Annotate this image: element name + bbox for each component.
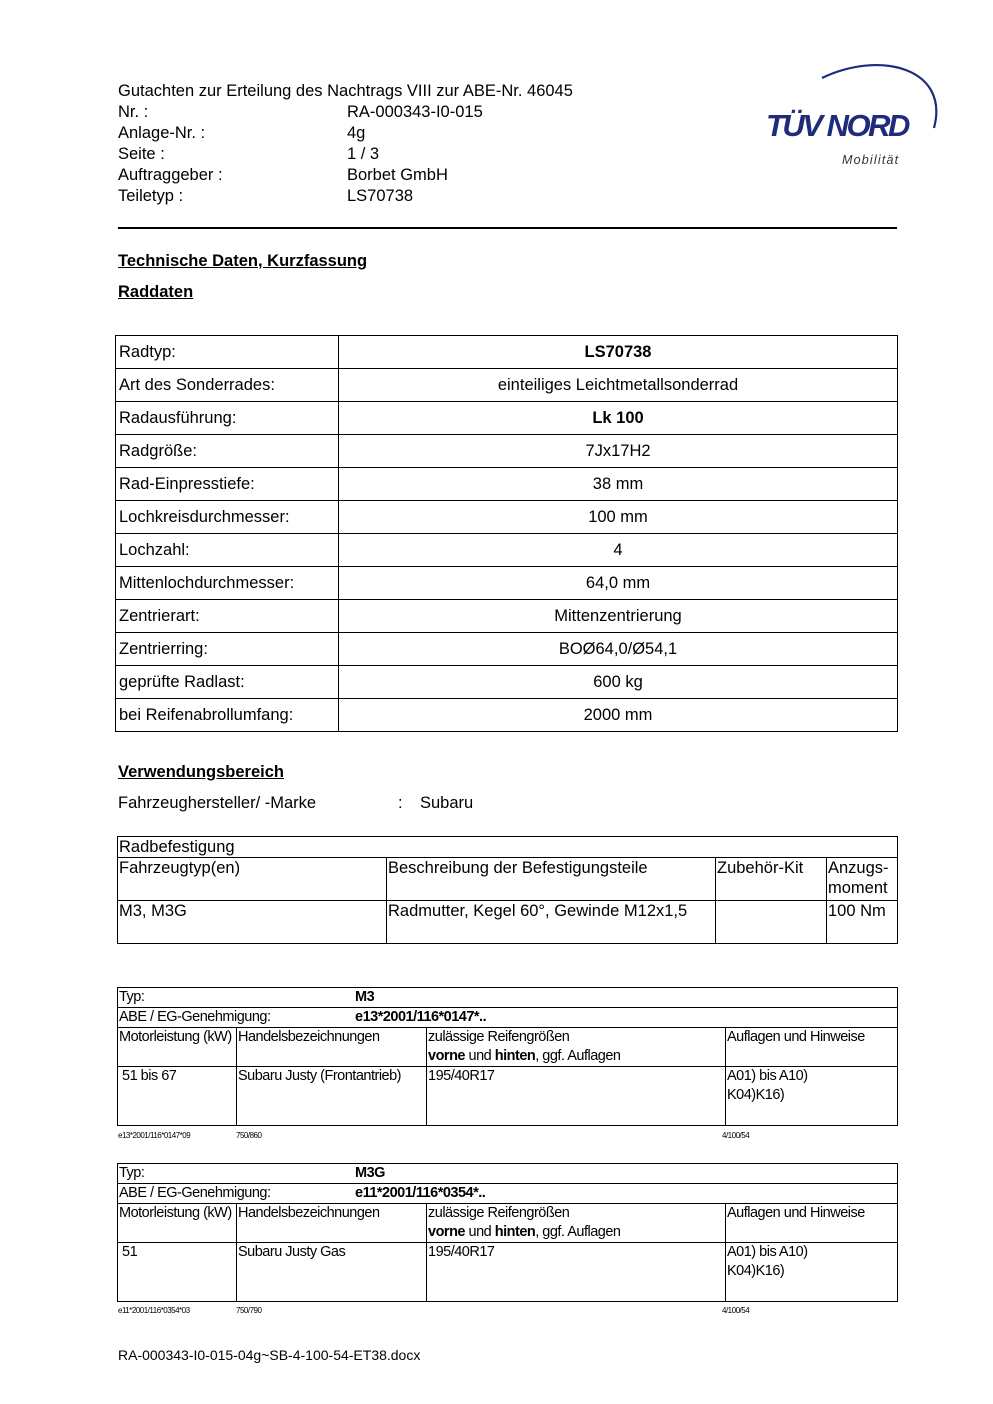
column-header: Auflagen und Hinweise <box>726 1204 898 1243</box>
table-cell: Subaru Justy Gas <box>237 1243 427 1302</box>
section-title-technische: Technische Daten, Kurzfassung <box>118 252 368 270</box>
fahrzeughersteller-label: Fahrzeughersteller/ -Marke <box>118 794 317 812</box>
section-title-raddaten: Raddaten <box>118 283 194 301</box>
table-row <box>116 369 898 402</box>
table-cell: 51 bis 67 <box>118 1067 237 1126</box>
table-row <box>116 468 898 501</box>
abe-row <box>118 1184 898 1204</box>
raddaten-value: Mittenzentrierung <box>339 600 898 633</box>
column-header: Handelsbezeichnungen <box>237 1028 427 1067</box>
raddaten-label: Radtyp: <box>116 336 339 369</box>
table-cell <box>716 901 827 944</box>
abe-value: e13*2001/116*0147*.. <box>355 1009 487 1025</box>
raddaten-label: Art des Sonderrades: <box>116 369 339 402</box>
header-key: Teiletyp : <box>118 187 184 205</box>
raddaten-label: Lochkreisdurchmesser: <box>116 501 339 534</box>
header-value: LS70738 <box>347 187 414 205</box>
auflagen-line: A01) bis A10) <box>727 1244 808 1260</box>
typ-footnote: 4/100/54 <box>722 1306 750 1315</box>
auflagen-text: , ggf. Auflagen <box>535 1048 621 1064</box>
table-row <box>118 1008 898 1028</box>
document-header <box>118 81 573 207</box>
header-row-seite <box>118 144 573 165</box>
raddaten-value: Lk 100 <box>339 402 898 435</box>
tuv-nord-logo <box>760 56 950 176</box>
table-row <box>118 988 898 1008</box>
raddaten-value: 2000 mm <box>339 699 898 732</box>
table-row <box>118 1184 898 1204</box>
header-key: Auftraggeber : <box>118 166 223 184</box>
raddaten-value: 600 kg <box>339 666 898 699</box>
hinten-text: hinten <box>494 1048 536 1064</box>
table-row <box>118 1028 898 1067</box>
table-row <box>118 1243 898 1302</box>
abe-value: e11*2001/116*0354*.. <box>355 1185 486 1201</box>
table-row <box>118 1067 898 1126</box>
column-header: Handelsbezeichnungen <box>237 1204 427 1243</box>
raddaten-label: Zentrierart: <box>116 600 339 633</box>
column-header <box>427 1204 726 1243</box>
table-row <box>118 858 898 901</box>
fahrzeughersteller-value: Subaru <box>420 794 474 812</box>
raddaten-label: Radausführung: <box>116 402 339 435</box>
table-cell <box>726 1243 898 1302</box>
typ-table-m3g <box>117 1163 898 1302</box>
hinten-text: hinten <box>494 1224 536 1240</box>
raddaten-value: 7Jx17H2 <box>339 435 898 468</box>
table-row <box>118 901 898 944</box>
raddaten-label: Radgröße: <box>116 435 339 468</box>
column-header: Beschreibung der Befestigungsteile <box>387 858 716 901</box>
header-key: Nr. : <box>118 103 149 121</box>
typ-label: Typ: <box>119 989 145 1005</box>
column-header: Auflagen und Hinweise <box>726 1028 898 1067</box>
radbefestigung-table <box>117 836 898 944</box>
auflagen-line: A01) bis A10) <box>727 1068 808 1084</box>
table-row <box>116 600 898 633</box>
und-text: und <box>465 1048 495 1064</box>
page-footer-filename: RA-000343-I0-015-04g~SB-4-100-54-ET38.docx <box>118 1347 421 1363</box>
table-row <box>116 435 898 468</box>
abe-row <box>118 1008 898 1028</box>
reifen-header-line1: zulässige Reifengrößen <box>428 1205 570 1221</box>
fahrzeughersteller-separator: : <box>398 794 403 812</box>
raddaten-label: bei Reifenabrollumfang: <box>116 699 339 732</box>
raddaten-value: 4 <box>339 534 898 567</box>
auflagen-text: , ggf. Auflagen <box>535 1224 621 1240</box>
typ-row <box>118 1164 898 1184</box>
typ-value: M3 <box>355 989 375 1005</box>
table-row <box>118 1164 898 1184</box>
table-cell: 51 <box>118 1243 237 1302</box>
document-title: Gutachten zur Erteilung des Nachtrags VIII zur ABE-Nr. 46045 <box>118 82 573 100</box>
raddaten-value: einteiliges Leichtmetallsonderrad <box>339 369 898 402</box>
und-text: und <box>465 1224 495 1240</box>
column-header: Fahrzeugtyp(en) <box>118 858 387 901</box>
column-header: Anzugs-moment <box>827 858 898 901</box>
table-row <box>116 666 898 699</box>
table-row <box>116 633 898 666</box>
raddaten-label: Rad-Einpresstiefe: <box>116 468 339 501</box>
raddaten-label: Lochzahl: <box>116 534 339 567</box>
header-value: Borbet GmbH <box>347 166 448 184</box>
typ-label: Typ: <box>119 1165 145 1181</box>
raddaten-label: Zentrierring: <box>116 633 339 666</box>
vorne-text: vorne <box>428 1048 465 1064</box>
abe-label: ABE / EG-Genehmigung: <box>119 1185 271 1201</box>
raddaten-value: BOØ64,0/Ø54,1 <box>339 633 898 666</box>
raddaten-value: 100 mm <box>339 501 898 534</box>
table-cell <box>726 1067 898 1126</box>
column-header: Zubehör-Kit <box>716 858 827 901</box>
column-header: Motorleistung (kW) <box>118 1204 237 1243</box>
raddaten-value: LS70738 <box>339 336 898 369</box>
logo-subtitle: Mobilität <box>842 153 900 167</box>
typ-footnote: 750/860 <box>236 1131 262 1140</box>
table-row <box>118 1204 898 1243</box>
column-header: Motorleistung (kW) <box>118 1028 237 1067</box>
header-value: 4g <box>347 124 366 142</box>
header-value: RA-000343-I0-015 <box>347 103 483 121</box>
vorne-text: vorne <box>428 1224 465 1240</box>
typ-footnote: e11*2001/116*0354*03 <box>118 1306 190 1315</box>
raddaten-label: Mittenlochdurchmesser: <box>116 567 339 600</box>
header-divider <box>118 227 897 229</box>
table-row <box>116 402 898 435</box>
table-row <box>116 501 898 534</box>
table-cell: 195/40R17 <box>427 1067 726 1126</box>
raddaten-label: geprüfte Radlast: <box>116 666 339 699</box>
table-cell: Subaru Justy (Frontantrieb) <box>237 1067 427 1126</box>
abe-label: ABE / EG-Genehmigung: <box>119 1009 271 1025</box>
radbefestigung-title: Radbefestigung <box>118 837 898 858</box>
table-row <box>116 567 898 600</box>
table-row <box>116 534 898 567</box>
reifen-header-line1: zulässige Reifengrößen <box>428 1029 570 1045</box>
column-header <box>427 1028 726 1067</box>
table-cell: M3, M3G <box>118 901 387 944</box>
header-row-teiletyp <box>118 186 573 207</box>
table-row <box>118 837 898 858</box>
header-row-nr <box>118 102 573 123</box>
reifen-header-line2 <box>428 1047 724 1066</box>
raddaten-value: 38 mm <box>339 468 898 501</box>
header-row-auftraggeber <box>118 165 573 186</box>
typ-row <box>118 988 898 1008</box>
typ-value: M3G <box>355 1165 385 1181</box>
header-value: 1 / 3 <box>347 145 380 163</box>
raddaten-value: 64,0 mm <box>339 567 898 600</box>
header-key: Seite : <box>118 145 165 163</box>
logo-wordmark: TÜV NORD <box>766 108 908 143</box>
typ-table-m3 <box>117 987 898 1126</box>
typ-footnote: 750/790 <box>236 1306 262 1315</box>
header-key: Anlage-Nr. : <box>118 124 206 142</box>
section-title-verwendung: Verwendungsbereich <box>118 763 284 781</box>
table-row <box>116 336 898 369</box>
typ-footnote: e13*2001/116*0147*09 <box>118 1131 191 1140</box>
header-row-anlage <box>118 123 573 144</box>
table-row <box>116 699 898 732</box>
fahrzeughersteller-line <box>118 794 473 813</box>
typ-footnote: 4/100/54 <box>722 1131 750 1140</box>
auflagen-line: K04)K16) <box>727 1087 785 1103</box>
reifen-header-line2 <box>428 1223 724 1242</box>
table-cell: Radmutter, Kegel 60°, Gewinde M12x1,5 <box>387 901 716 944</box>
table-cell: 195/40R17 <box>427 1243 726 1302</box>
table-cell: 100 Nm <box>827 901 898 944</box>
auflagen-line: K04)K16) <box>727 1263 785 1279</box>
raddaten-table <box>115 335 898 732</box>
